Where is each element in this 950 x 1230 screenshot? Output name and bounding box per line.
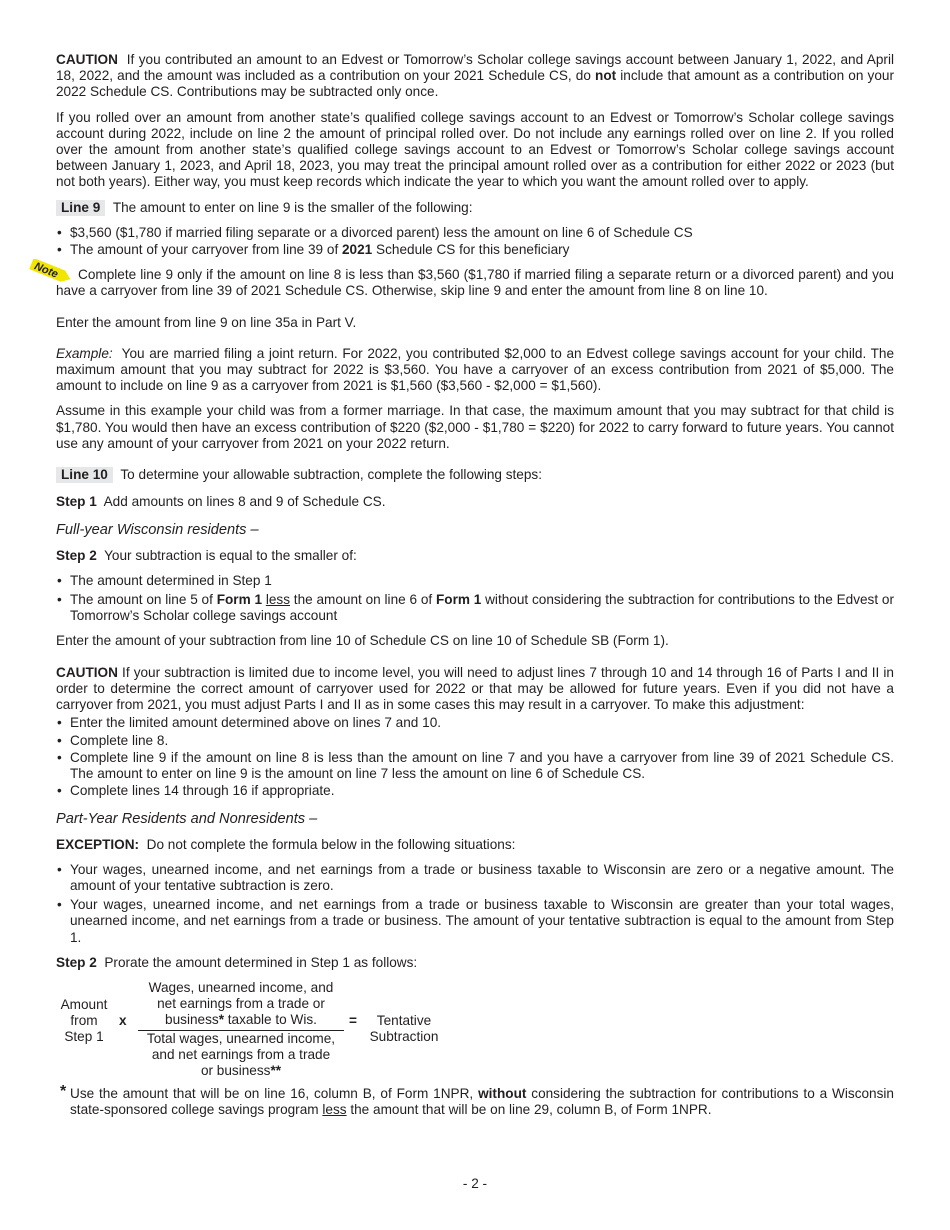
line9-list — [56, 225, 894, 258]
list-item: • The amount of your carryover from line 39 of 2021 Schedule CS for this beneficiary — [56, 242, 894, 258]
page-content — [32, 52, 895, 1118]
note-tag-icon — [26, 259, 74, 283]
line9-enter: Enter the amount from line 9 on line 35a in Part V. — [56, 314, 357, 330]
list-item: • Enter the limited amount determined above on lines 7 and 10. — [56, 715, 894, 731]
formula-amount: Amount from Step 1 — [60, 996, 108, 1045]
step1-paragraph: Step 1 Add amounts on lines 8 and 9 of Schedule CS. — [56, 494, 386, 510]
list-item: • The amount on line 5 of Form 1 less the amount on line 6 of Form 1 without considering the subtraction for contributions to the Edvest or Tomorrow’s Scholar college savings account — [56, 592, 894, 624]
exception-paragraph: EXCEPTION: Do not complete the formula below in the following situations: — [56, 836, 516, 852]
line9-intro: Line 9 The amount to enter on line 9 is the smaller of the following: — [56, 200, 894, 216]
proration-formula — [56, 980, 894, 1078]
fullyear-enter: Enter the amount of your subtraction from line 10 of Schedule CS on line 10 of Schedule SB (Form 1). — [56, 633, 669, 649]
caution2-paragraph: CAUTION If your subtraction is limited due to income level, you will need to adjust lines 7 through 10 and 14 through 16 of Parts I and II in order to determine the correct amount of carryover used for 2022 or that may be allowed for future years. Even if you did not have a carryover from 2021, you must adjust Parts I and II as in some cases this may result in a carryover. To make this adjustment: — [56, 664, 894, 713]
line9-label: Line 9 — [56, 200, 105, 216]
line10-label: Line 10 — [56, 467, 113, 483]
caution-paragraph: CAUTION If you contributed an amount to an Edvest or Tomorrow’s Scholar college savings account between January 1, 2022, and April 18, 2022, and the amount was included as a contribution on your 2021 Schedule CS, do not include that amount as a contribution on your 2022 Schedule CS. Contributions may be subtracted only once. — [56, 52, 894, 100]
list-item: • Your wages, unearned income, and net earnings from a trade or business taxable to Wisconsin are greater than your total wages, unearned income, and net earnings from a trade or business. The amount of your tentative subtraction is equal to the amount from Step 1. — [56, 897, 894, 946]
formula-denominator: Total wages, unearned income, and net earnings from a trade or business** — [146, 1030, 336, 1078]
rollover-paragraph: If you rolled over an amount from another state’s qualified college savings account to an Edvest or Tomorrow’s Scholar college savings account during 2022, include on line 2 the amount of principal rolled over. Do not include any earnings rolled over on line 2. If you rolled over the amount from another state’s qualified college savings account to an Edvest or Tomorrow’s Scholar college savings account between January 1, 2023, and April 18, 2023, you may treat the principal amount rolled over as a contribution for either 2022 or 2023 (but not both years). Either way, you must keep records which indicate the year to which you want the amount rolled over to apply. — [56, 109, 894, 190]
note-text: Complete line 9 only if the amount on line 8 is less than $3,560 ($1,780 if married filing a separate return or a divorced parent) and you have a carryover from line 39 of 2021 Schedule CS. Otherwise, skip line 9 and enter the amount from line 8 on line 10. — [56, 267, 894, 299]
assume-paragraph: Assume in this example your child was from a former marriage. In that case, the maximum amount that you may subtract for that child is $1,780. You would then have an excess contribution of $220 ($2,000 - $1,780 = $220) for 2022 to carry forward to future years. You cannot use any amount of your carryover from 2021 on your 2022 return. — [56, 403, 894, 451]
list-item: • Complete line 8. — [56, 733, 894, 749]
note-tag-label: Note — [32, 260, 60, 281]
note-block — [32, 260, 894, 299]
list-item: • $3,560 ($1,780 if married filing separate or a divorced parent) less the amount on line 6 of Schedule CS — [56, 225, 894, 241]
fullyear-step2: Step 2 Your subtraction is equal to the smaller of: — [56, 547, 357, 563]
formula-times: x — [119, 1012, 127, 1028]
caution2-list — [56, 715, 894, 799]
fullyear-list — [56, 573, 894, 625]
example-label: Example: — [56, 345, 113, 361]
formula-numerator: Wages, unearned income, and net earnings from a trade or business* taxable to Wis. — [138, 980, 344, 1031]
partyear-step2: Step 2 Prorate the amount determined in Step 1 as follows: — [56, 954, 418, 970]
exception-list — [56, 862, 894, 946]
formula-result: Tentative Subtraction — [369, 1012, 439, 1045]
list-item: • Your wages, unearned income, and net earnings from a trade or business taxable to Wisconsin are zero or a negative amount. The amount of your tentative subtraction is zero. — [56, 862, 894, 894]
page-number: - 2 - — [462, 1176, 488, 1191]
partyear-heading: Part-Year Residents and Nonresidents – — [56, 811, 318, 828]
formula-fraction — [138, 980, 344, 1079]
formula-equals: = — [349, 1012, 357, 1028]
line10-intro: Line 10 To determine your allowable subtraction, complete the following steps: — [56, 467, 894, 483]
caution-label: CAUTION — [56, 52, 118, 67]
list-item: • Complete line 9 if the amount on line 8 is less than the amount on line 7 and you have a carryover from line 39 of 2021 Schedule CS. The amount to enter on line 9 is the amount on line 7 less the amount on line 6 of Schedule CS. — [56, 750, 894, 782]
caution2-label: CAUTION — [56, 664, 118, 680]
list-item: • Complete lines 14 through 16 if appropriate. — [56, 783, 894, 799]
list-item: • The amount determined in Step 1 — [56, 573, 894, 589]
footnote: * Use the amount that will be on line 16, column B, of Form 1NPR, without considering the subtraction for contributions to a Wisconsin state-sponsored college savings program less the amount that will be on line 29, column B, of Form 1NPR. — [60, 1082, 894, 1118]
fullyear-heading: Full-year Wisconsin residents – — [56, 522, 259, 539]
example-paragraph: Example: You are married filing a joint return. For 2022, you contributed $2,000 to an Edvest college savings account for your child. The maximum amount that you may subtract for 2022 is $3,560. You have a carryover of an excess contribution from 2021 of $5,000. The amount to include on line 9 as a carryover from 2021 is $1,560 ($3,560 - $2,000 = $1,560). — [56, 345, 895, 394]
